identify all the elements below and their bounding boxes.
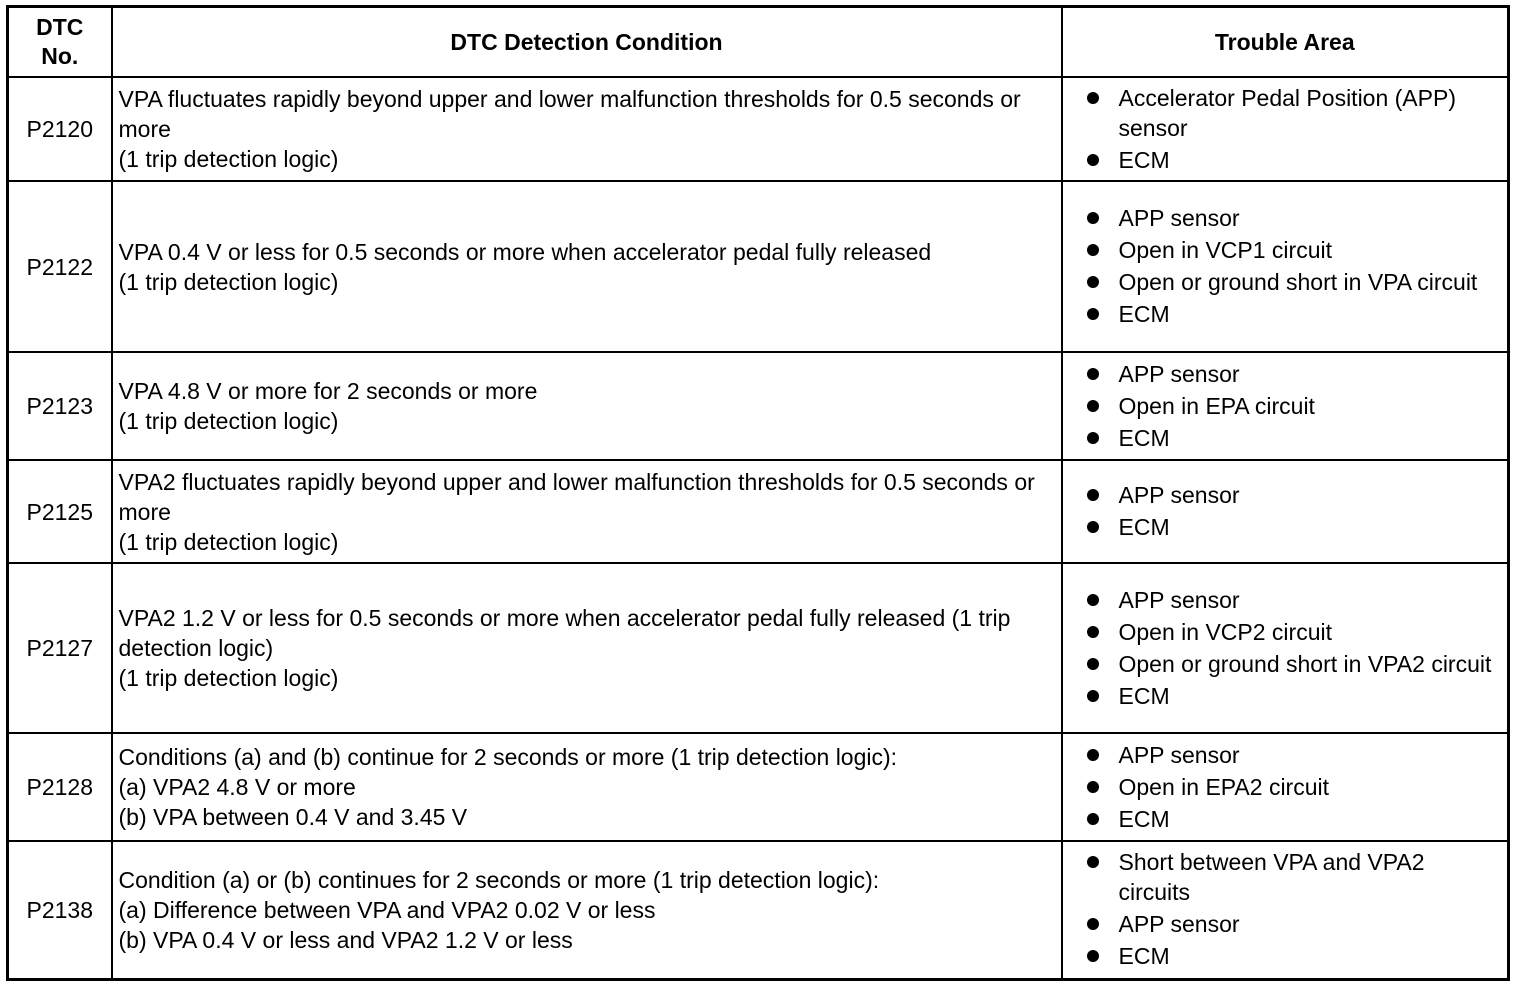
trouble-area-list: [1087, 740, 1500, 834]
trouble-area-item: ECM: [1118, 805, 1170, 832]
trouble-area-item: APP sensor: [1118, 360, 1240, 387]
trouble-area: [1062, 460, 1509, 563]
list-item: [1087, 359, 1500, 389]
trouble-area-item: ECM: [1118, 943, 1170, 970]
bullet-icon: [1087, 276, 1099, 288]
list-item: [1087, 649, 1500, 679]
table-row: [8, 352, 1509, 460]
table-row: [8, 181, 1509, 352]
list-item: [1087, 391, 1500, 421]
trouble-area-list: [1087, 203, 1500, 329]
condition-line: (1 trip detection logic): [118, 146, 339, 172]
table-row: [8, 841, 1509, 979]
header-condition: DTC Detection Condition: [112, 7, 1062, 78]
condition-line: (b) VPA 0.4 V or less and VPA2 1.2 V or less: [118, 926, 573, 953]
list-item: [1087, 617, 1500, 647]
trouble-area: [1062, 841, 1509, 979]
trouble-area: [1062, 77, 1509, 181]
list-item: [1087, 145, 1500, 175]
trouble-area-item: Short between VPA and VPA2 circuits: [1118, 849, 1425, 906]
bullet-icon: [1087, 400, 1099, 412]
trouble-area: [1062, 563, 1509, 733]
trouble-area-item: Open or ground short in VPA2 circuit: [1118, 650, 1492, 677]
list-item: [1087, 740, 1500, 770]
bullet-icon: [1087, 154, 1099, 166]
condition-line: VPA2 fluctuates rapidly beyond upper and lower malfunction thresholds for 0.5 seconds or more: [118, 468, 1035, 525]
list-item: [1087, 512, 1500, 542]
trouble-area-list: [1087, 480, 1500, 542]
trouble-area-item: APP sensor: [1118, 482, 1240, 508]
bullet-icon: [1087, 950, 1099, 962]
dtc-code: P2128: [8, 733, 112, 841]
table-body: [8, 77, 1509, 979]
header-row: [8, 7, 1509, 78]
condition-line: VPA fluctuates rapidly beyond upper and lower malfunction thresholds for 0.5 seconds or more: [118, 86, 1021, 142]
list-item: [1087, 681, 1500, 711]
trouble-area-item: ECM: [1118, 146, 1170, 173]
list-item: [1087, 267, 1500, 297]
trouble-area-item: APP sensor: [1118, 586, 1240, 613]
bullet-icon: [1087, 308, 1099, 320]
list-item: [1087, 423, 1500, 453]
list-item: [1087, 203, 1500, 233]
table-row: [8, 77, 1509, 181]
condition-line: (a) Difference between VPA and VPA2 0.02 V or less: [118, 896, 656, 923]
list-item: [1087, 299, 1500, 329]
table-row: [8, 563, 1509, 733]
condition-line: VPA 0.4 V or less for 0.5 seconds or more when accelerator pedal fully released: [118, 238, 932, 265]
condition-line: (1 trip detection logic): [118, 268, 339, 295]
dtc-code: P2122: [8, 181, 112, 352]
bullet-icon: [1087, 432, 1099, 444]
dtc-code: P2125: [8, 460, 112, 563]
trouble-area-item: APP sensor: [1118, 741, 1240, 768]
condition-line: (1 trip detection logic): [118, 528, 339, 555]
detection-condition: [112, 841, 1062, 979]
dtc-code: P2127: [8, 563, 112, 733]
bullet-icon: [1087, 594, 1099, 606]
detection-condition: [112, 563, 1062, 733]
condition-line: (1 trip detection logic): [118, 408, 339, 434]
detection-condition: [112, 352, 1062, 460]
trouble-area: [1062, 733, 1509, 841]
bullet-icon: [1087, 658, 1099, 670]
trouble-area-item: Open in EPA2 circuit: [1118, 773, 1330, 800]
condition-line: VPA 4.8 V or more for 2 seconds or more: [118, 378, 538, 404]
trouble-area-item: Open in VCP2 circuit: [1118, 618, 1332, 645]
trouble-area-item: Open in VCP1 circuit: [1118, 237, 1332, 263]
bullet-icon: [1087, 489, 1099, 501]
list-item: [1087, 847, 1500, 907]
bullet-icon: [1087, 813, 1099, 825]
trouble-area-list: [1087, 83, 1500, 175]
trouble-area: [1062, 352, 1509, 460]
bullet-icon: [1087, 690, 1099, 702]
trouble-area-item: ECM: [1118, 682, 1170, 709]
trouble-area-list: [1087, 359, 1500, 453]
condition-line: Conditions (a) and (b) continue for 2 seconds or more (1 trip detection logic):: [118, 744, 898, 770]
bullet-icon: [1087, 244, 1099, 256]
list-item: [1087, 772, 1500, 802]
bullet-icon: [1087, 918, 1099, 930]
trouble-area-item: Open or ground short in VPA circuit: [1118, 269, 1478, 295]
list-item: [1087, 83, 1500, 143]
detection-condition: [112, 733, 1062, 841]
table-row: [8, 460, 1509, 563]
trouble-area-list: [1087, 847, 1500, 971]
list-item: [1087, 235, 1500, 265]
trouble-area-item: ECM: [1118, 424, 1170, 451]
trouble-area-item: Open in EPA circuit: [1118, 392, 1315, 419]
header-dtc-no: DTC No.: [8, 7, 112, 78]
detection-condition: [112, 460, 1062, 563]
bullet-icon: [1087, 212, 1099, 224]
detection-condition: [112, 181, 1062, 352]
bullet-icon: [1087, 92, 1099, 104]
list-item: [1087, 585, 1500, 615]
condition-line: (1 trip detection logic): [118, 665, 339, 691]
bullet-icon: [1087, 368, 1099, 380]
trouble-area-list: [1087, 585, 1500, 711]
list-item: [1087, 909, 1500, 939]
bullet-icon: [1087, 521, 1099, 533]
bullet-icon: [1087, 749, 1099, 761]
trouble-area: [1062, 181, 1509, 352]
trouble-area-item: ECM: [1118, 514, 1170, 540]
trouble-area-item: Accelerator Pedal Position (APP) sensor: [1118, 84, 1456, 141]
dtc-code: P2123: [8, 352, 112, 460]
bullet-icon: [1087, 781, 1099, 793]
condition-line: VPA2 1.2 V or less for 0.5 seconds or more when accelerator pedal fully released (1 trip detection logic): [118, 605, 1011, 661]
detection-condition: [112, 77, 1062, 181]
condition-line: Condition (a) or (b) continues for 2 seconds or more (1 trip detection logic):: [118, 866, 880, 893]
list-item: [1087, 804, 1500, 834]
trouble-area-item: ECM: [1118, 301, 1170, 327]
list-item: [1087, 480, 1500, 510]
table-row: [8, 733, 1509, 841]
trouble-area-item: APP sensor: [1118, 205, 1240, 231]
dtc-code: P2120: [8, 77, 112, 181]
dtc-code: P2138: [8, 841, 112, 979]
trouble-area-item: APP sensor: [1118, 911, 1240, 938]
bullet-icon: [1087, 626, 1099, 638]
header-trouble-area: Trouble Area: [1062, 7, 1509, 78]
list-item: [1087, 941, 1500, 971]
condition-line: (b) VPA between 0.4 V and 3.45 V: [118, 804, 468, 830]
bullet-icon: [1087, 856, 1099, 868]
condition-line: (a) VPA2 4.8 V or more: [118, 774, 356, 800]
dtc-table: [6, 5, 1510, 981]
